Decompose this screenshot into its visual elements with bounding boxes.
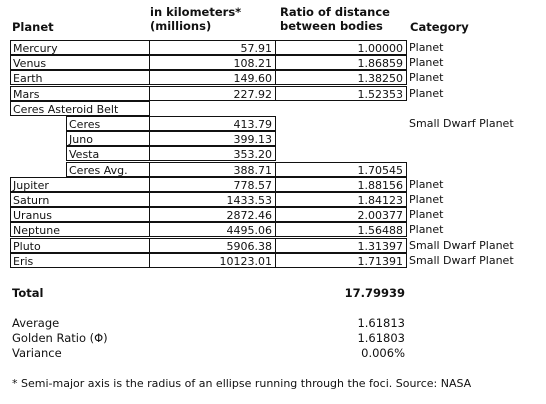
distance-cell: 353.20 <box>149 146 276 161</box>
planet-name-cell: Neptune <box>10 222 150 237</box>
category-cell: Planet <box>409 41 444 54</box>
planet-name-cell: Jupiter <box>10 177 150 192</box>
header-distance-line2: (millions) <box>150 19 212 33</box>
ratio-cell: 1.70545 <box>275 162 407 177</box>
distance-cell: 227.92 <box>149 86 276 101</box>
ratio-cell: 1.38250 <box>275 70 407 85</box>
average-value: 1.61813 <box>357 316 405 330</box>
header-distance-line1: in kilometers* <box>150 5 242 19</box>
golden-ratio-label: Golden Ratio (Φ) <box>12 331 108 345</box>
distance-cell: 2872.46 <box>149 207 276 222</box>
belt-name-cell: Ceres Asteroid Belt <box>10 101 150 116</box>
golden-ratio-value: 1.61803 <box>357 331 405 345</box>
ratio-cell: 1.56488 <box>275 222 407 237</box>
category-cell: Small Dwarf Planet <box>409 239 514 252</box>
ratio-cell: 1.71391 <box>275 253 407 268</box>
category-cell: Planet <box>409 56 444 69</box>
distance-cell: 10123.01 <box>149 253 276 268</box>
distance-cell: 4495.06 <box>149 222 276 237</box>
asteroid-name-cell: Vesta <box>66 146 150 161</box>
planet-name-cell: Pluto <box>10 238 150 253</box>
average-label: Average <box>12 316 60 330</box>
distance-cell: 388.71 <box>149 162 276 177</box>
distance-cell: 149.60 <box>149 70 276 85</box>
planet-name-cell: Earth <box>10 70 150 85</box>
header-planet: Planet <box>12 20 54 34</box>
ratio-cell: 1.88156 <box>275 177 407 192</box>
planet-name-cell: Mercury <box>10 40 150 55</box>
distance-cell: 399.13 <box>149 131 276 146</box>
asteroid-name-cell: Ceres Avg. <box>66 162 150 177</box>
category-cell: Planet <box>409 208 444 221</box>
ratio-cell: 1.84123 <box>275 192 407 207</box>
ratio-cell: 1.86859 <box>275 55 407 70</box>
planet-name-cell: Eris <box>10 253 150 268</box>
distance-cell: 108.21 <box>149 55 276 70</box>
distance-cell: 5906.38 <box>149 238 276 253</box>
category-cell: Small Dwarf Planet <box>409 117 514 130</box>
total-label: Total <box>12 286 44 300</box>
variance-value: 0.006% <box>361 346 405 360</box>
variance-label: Variance <box>12 346 62 360</box>
planet-name-cell: Uranus <box>10 207 150 222</box>
category-cell: Planet <box>409 71 444 84</box>
planet-name-cell: Venus <box>10 55 150 70</box>
total-value: 17.79939 <box>344 286 405 300</box>
distance-cell: 57.91 <box>149 40 276 55</box>
asteroid-name-cell: Juno <box>66 131 150 146</box>
ratio-cell: 1.00000 <box>275 40 407 55</box>
category-cell: Small Dwarf Planet <box>409 254 514 267</box>
header-category: Category <box>410 20 469 34</box>
header-ratio-line2: between bodies <box>280 19 383 33</box>
ratio-cell: 2.00377 <box>275 207 407 222</box>
distance-cell: 413.79 <box>149 116 276 131</box>
planet-name-cell: Saturn <box>10 192 150 207</box>
ratio-cell: 1.52353 <box>275 86 407 101</box>
distance-cell: 1433.53 <box>149 192 276 207</box>
distance-cell: 778.57 <box>149 177 276 192</box>
header-ratio-line1: Ratio of distance <box>280 5 390 19</box>
category-cell: Planet <box>409 193 444 206</box>
category-cell: Planet <box>409 178 444 191</box>
category-cell: Planet <box>409 223 444 236</box>
asteroid-name-cell: Ceres <box>66 116 150 131</box>
category-cell: Planet <box>409 87 444 100</box>
ratio-cell: 1.31397 <box>275 238 407 253</box>
planet-name-cell: Mars <box>10 86 150 101</box>
footnote: * Semi-major axis is the radius of an ellipse running through the foci. Source: NASA <box>12 377 472 390</box>
